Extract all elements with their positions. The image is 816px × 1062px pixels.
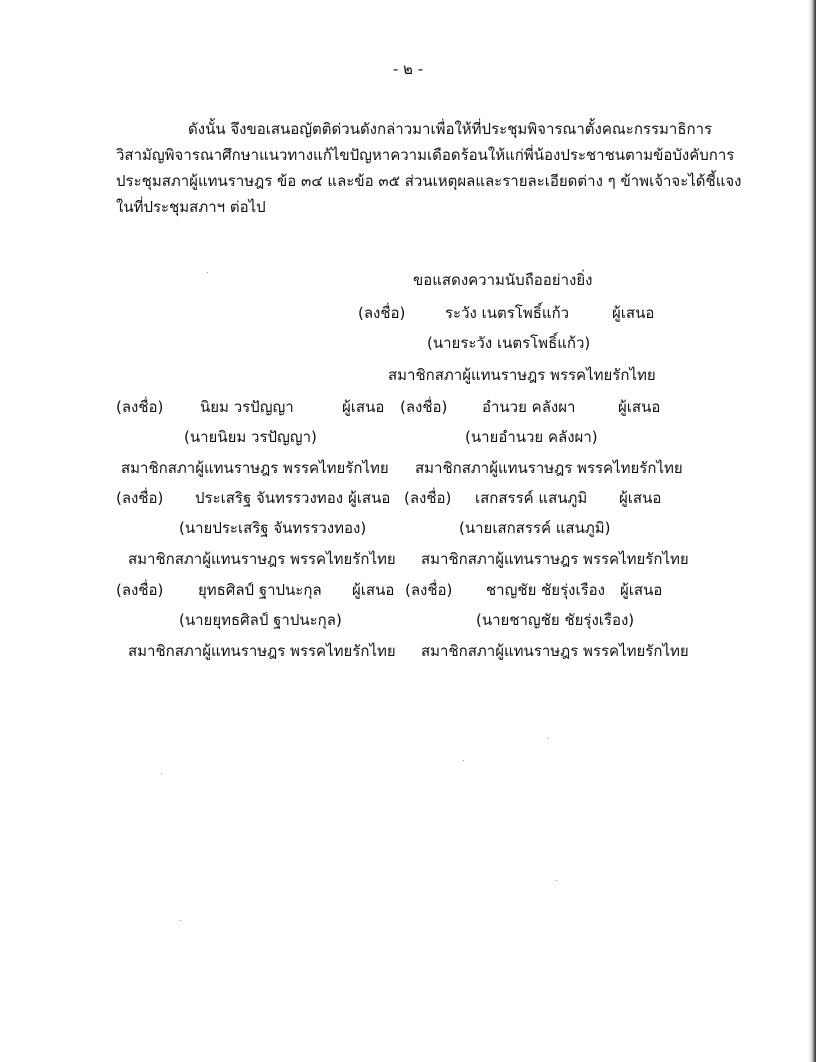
signer-6-fullname: (นายยุทธศิลป์ ฐาปนะกุล) bbox=[179, 611, 342, 629]
signer-5-signature: เสกสรรค์ แสนภูมิ bbox=[475, 489, 588, 507]
sign-label: (ลงชื่อ) bbox=[358, 304, 406, 322]
signer-1-position: สมาชิกสภาผู้แทนราษฎร พรรคไทยรักไทย bbox=[388, 366, 656, 384]
scan-border bbox=[808, 0, 816, 1062]
proposer-label: ผู้เสนอ bbox=[612, 304, 655, 322]
signer-4-fullname: (นายประเสริฐ จันทรรวงทอง) bbox=[179, 519, 367, 537]
proposer-label: ผู้เสนอ bbox=[618, 398, 661, 416]
scan-speck bbox=[463, 760, 464, 761]
signer-2-position: สมาชิกสภาผู้แทนราษฎร พรรคไทยรักไทย bbox=[121, 459, 389, 477]
sign-label: (ลงชื่อ) bbox=[404, 489, 452, 507]
body-line-3: ประชุมสภาผู้แทนราษฎร ข้อ ๓๔ และข้อ ๓๕ ส่วนเหตุผลและรายละเอียดต่าง ๆ ข้าพเจ้าจะได้ชี้แจง bbox=[116, 172, 742, 190]
scan-speck bbox=[161, 773, 162, 774]
scan-speck bbox=[548, 738, 549, 739]
sign-label: (ลงชื่อ) bbox=[116, 398, 164, 416]
proposer-label: ผู้เสนอ bbox=[620, 581, 663, 599]
sign-label: (ลงชื่อ) bbox=[400, 398, 448, 416]
signer-7-fullname: (นายชาญชัย ชัยรุ่งเรือง) bbox=[476, 611, 635, 629]
body-line-2: วิสามัญพิจารณาศึกษาแนวทางแก้ไขปัญหาความเดือดร้อนให้แก่พี่น้องประชาชนตามข้อบังคับการ bbox=[116, 146, 735, 164]
signer-7-signature: ชาญชัย ชัยรุ่งเรือง bbox=[486, 581, 605, 599]
signer-3-signature: อำนวย คลังผา bbox=[482, 398, 576, 416]
proposer-label: ผู้เสนอ bbox=[342, 398, 385, 416]
signer-1-fullname: (นายระวัง เนตรโพธิ์แก้ว) bbox=[427, 334, 591, 352]
body-paragraph bbox=[116, 116, 742, 220]
proposer-label: ผู้เสนอ bbox=[619, 489, 662, 507]
signer-4-signature: ประเสริฐ จันทรรวงทอง bbox=[195, 489, 344, 507]
signer-2-fullname: (นายนิยม วรปัญญา) bbox=[184, 428, 317, 446]
body-line-1: ดังนั้น จึงขอเสนอญัตติด่วนดังกล่าวมาเพื่อให้ที่ประชุมพิจารณาตั้งคณะกรรมาธิการ bbox=[188, 120, 713, 138]
sign-label: (ลงชื่อ) bbox=[116, 489, 164, 507]
signer-3-fullname: (นายอำนวย คลังผา) bbox=[465, 428, 598, 446]
signer-3-position: สมาชิกสภาผู้แทนราษฎร พรรคไทยรักไทย bbox=[415, 459, 683, 477]
scan-speck bbox=[556, 880, 557, 881]
page-number: - ๒ - bbox=[392, 60, 424, 78]
signer-7-position: สมาชิกสภาผู้แทนราษฎร พรรคไทยรักไทย bbox=[421, 642, 689, 660]
signer-4-position: สมาชิกสภาผู้แทนราษฎร พรรคไทยรักไทย bbox=[128, 550, 396, 568]
signer-6-position: สมาชิกสภาผู้แทนราษฎร พรรคไทยรักไทย bbox=[128, 642, 396, 660]
body-line-4: ในที่ประชุมสภาฯ ต่อไป bbox=[116, 198, 266, 216]
proposer-label: ผู้เสนอ bbox=[352, 581, 395, 599]
closing-line: ขอแสดงความนับถืออย่างยิ่ง bbox=[413, 271, 593, 289]
scan-speck bbox=[180, 920, 181, 921]
signer-6-signature: ยุทธศิลป์ ฐาปนะกุล bbox=[198, 581, 322, 599]
proposer-label: ผู้เสนอ bbox=[348, 489, 391, 507]
scan-speck bbox=[207, 272, 208, 273]
signer-5-fullname: (นายเสกสรรค์ แสนภูมิ) bbox=[459, 519, 611, 537]
sign-label: (ลงชื่อ) bbox=[116, 581, 164, 599]
signer-2-signature: นิยม วรปัญญา bbox=[200, 398, 294, 416]
signer-5-position: สมาชิกสภาผู้แทนราษฎร พรรคไทยรักไทย bbox=[421, 550, 689, 568]
sign-label: (ลงชื่อ) bbox=[405, 581, 453, 599]
signer-1-signature: ระวัง เนตรโพธิ์แก้ว bbox=[445, 304, 570, 322]
